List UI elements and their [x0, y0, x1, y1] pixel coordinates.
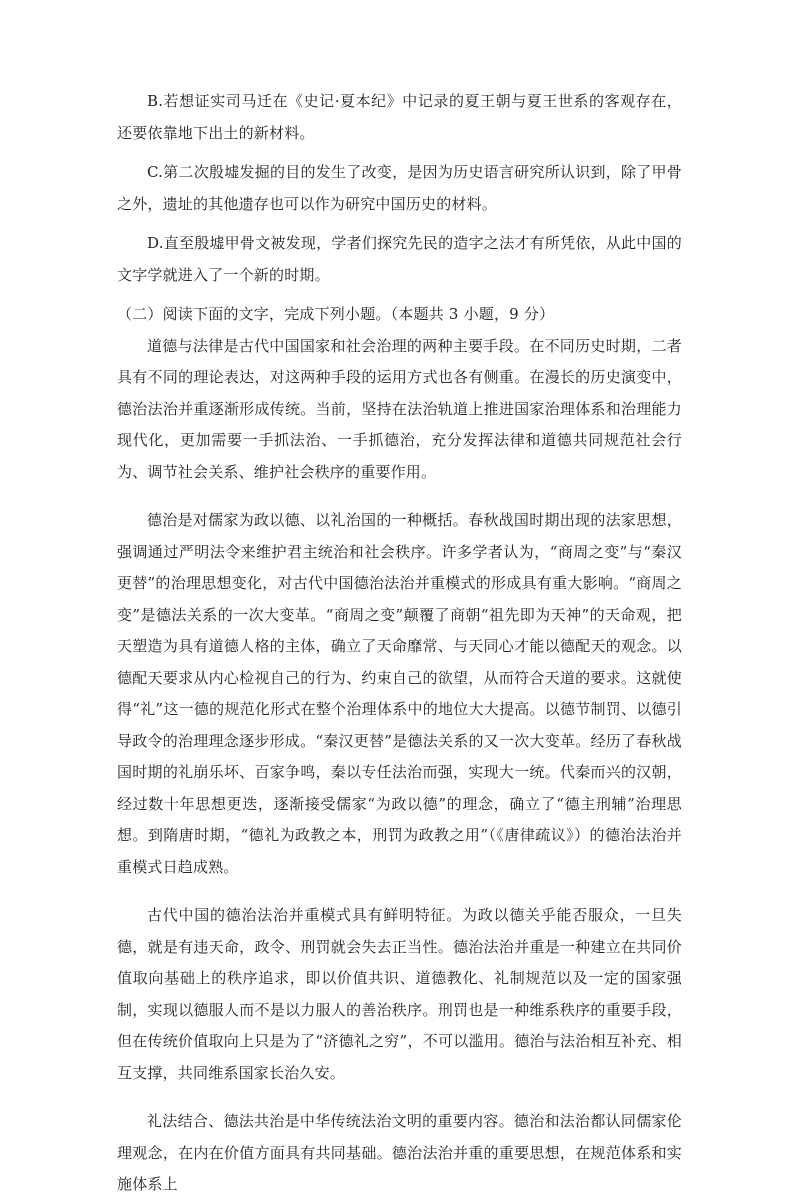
- body-paragraph-2: 德治是对儒家为政以德、以礼治国的一种概括。春秋战国时期出现的法家思想，强调通过严明法令来维护君主统治和社会秩序。许多学者认为，“商周之变”与“秦汉更替”的治理思想变化，对古代中国德治法治并重模式的形成具有重大影响。“商周之变”是德法关系的一次大变革。“商周之变”颠覆了商朝“祖先即为天神”的天命观，把天塑造为具有道德人格的主体，确立了天命靡常、与天同心才能以德配天的观念。以德配天要求从内心检视自己的行为、约束自己的欲望，从而符合天道的要求。这就使得“礼”这一德的规范化形式在整个治理体系中的地位大大提高。以德节制罚、以德引导政令的治理理念逐步形成。“秦汉更替”是德法关系的又一次大变革。经历了春秋战国时期的礼崩乐坏、百家争鸣，秦以专任法治而强，实现大一统。代秦而兴的汉朝，经过数十年思想更迭，逐渐接受儒家“为政以德”的理念，确立了“德主刑辅”治理思想。到隋唐时期，“德礼为政教之本，刑罚为政教之用”（《唐律疏议》）的德治法治并重模式日趋成熟。: [117, 511, 682, 876]
- section-heading: （二）阅读下面的文字，完成下列小题。（本题共 3 小题，9 分）: [117, 305, 555, 323]
- document-page: [117, 86, 682, 1201]
- body-paragraph-4: 礼法结合、德法共治是中华传统法治文明的重要内容。德治和法治都认同儒家伦理观念，在内在价值方面具有共同基础。德治法治并重的重要思想，在规范体系和实施体系上: [117, 1112, 682, 1193]
- body-paragraph-3: 古代中国的德治法治并重模式具有鲜明特征。为政以德关乎能否服众，一旦失德，就是有违天命，政令、刑罚就会失去正当性。德治法治并重是一种建立在共同价值取向基础上的秩序追求，即以价值共识、道德教化、礼制规范以及一定的国家强制，实现以德服人而不是以力服人的善治秩序。刑罚也是一种维系秩序的重要手段，但在传统价值取向上只是为了“济德礼之穷”，不可以滥用。德治与法治相互补充、相互支撑，共同维系国家长治久安。: [117, 906, 682, 1082]
- option-c: C.第二次殷墟发掘的目的发生了改变，是因为历史语言研究所认识到，除了甲骨之外，遗址的其他遗存也可以作为研究中国历史的材料。: [117, 163, 682, 213]
- option-b: B.若想证实司马迁在《史记·夏本纪》中记录的夏王朝与夏王世系的客观存在，还要依靠地下出土的新材料。: [117, 92, 682, 142]
- option-d: D.直至殷墟甲骨文被发现，学者们探究先民的造字之法才有所凭依，从此中国的文字学就进入了一个新的时期。: [117, 234, 682, 284]
- body-paragraph-1: 道德与法律是古代中国国家和社会治理的两种主要手段。在不同历史时期，二者具有不同的理论表达，对这两种手段的运用方式也各有侧重。在漫长的历史演变中，德治法治并重逐渐形成传统。当前，坚持在法治轨道上推进国家治理体系和治理能力现代化，更加需要一手抓法治、一手抓德治，充分发挥法律和道德共同规范社会行为、调节社会关系、维护社会秩序的重要作用。: [117, 336, 682, 481]
